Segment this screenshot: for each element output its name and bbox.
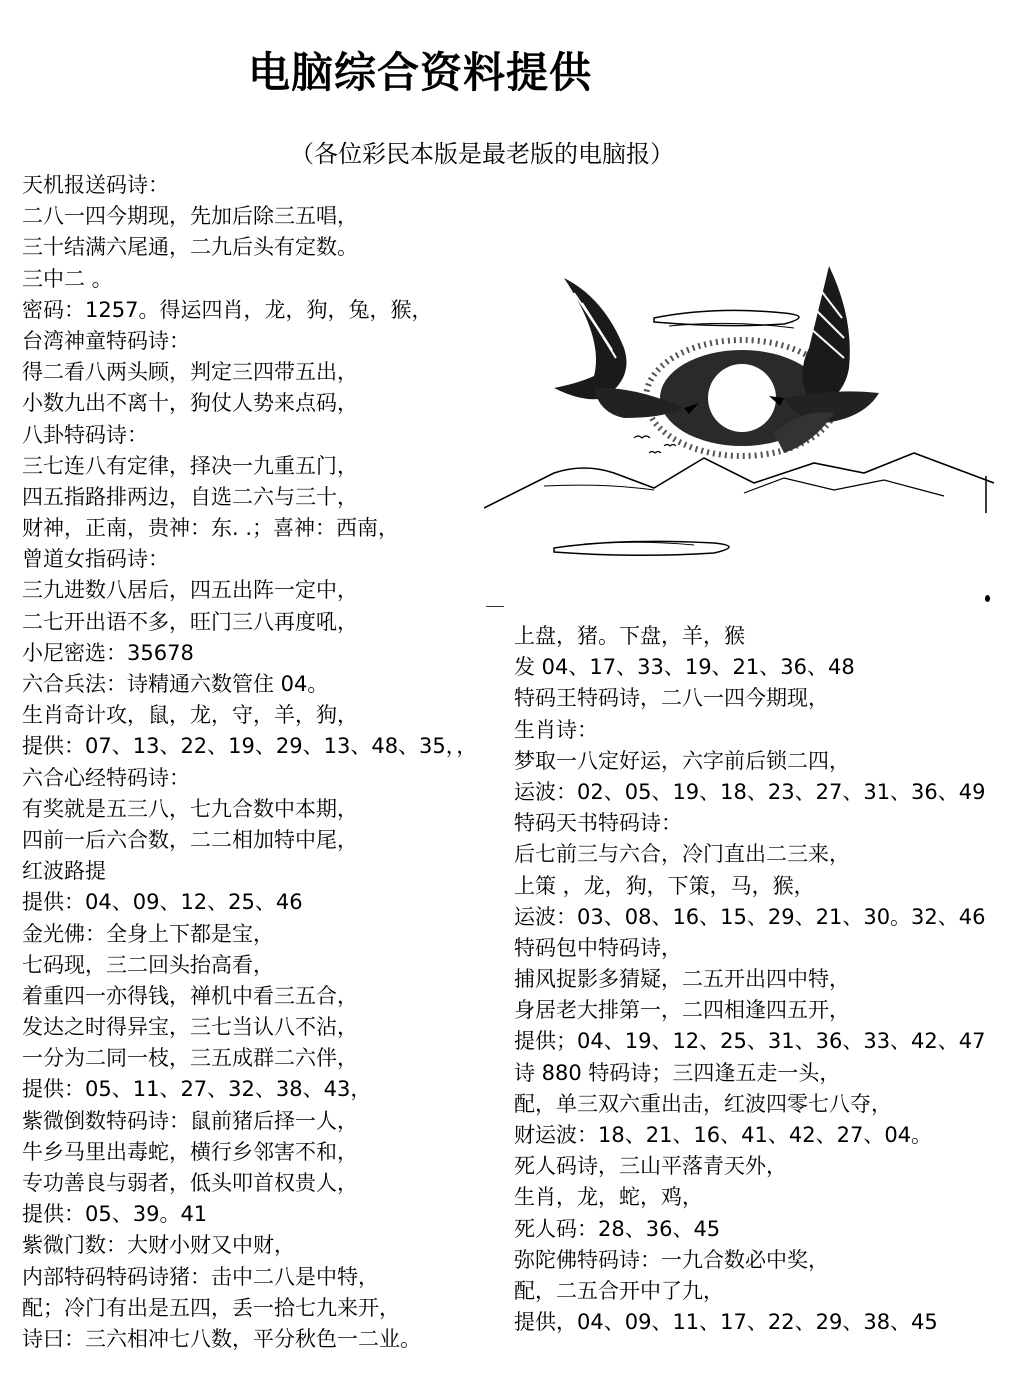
text-line: 发 04、17、33、19、21、36、48 [514, 655, 855, 680]
text-line: 上盘，猪。下盘，羊，猴 [514, 624, 745, 648]
text-line: 配；冷门有出是五四，丢一拾七九来开， [22, 1295, 400, 1320]
text-line: 曾道女指码诗： [22, 547, 169, 572]
right-column [514, 621, 1014, 1338]
text-line: 台湾神童特码诗： [22, 328, 190, 353]
text-line: 死人码诗，三山平落青天外， [514, 1154, 787, 1179]
text-line: 二七开出语不多，旺门三八再度吼， [22, 609, 358, 634]
text-line: 生肖奇计攻，鼠，龙，守，羊，狗， [22, 703, 358, 728]
text-line: 上策 ，龙，狗，下策，马，猴， [514, 873, 815, 898]
text-line: 牛乡马里出毒蛇，横行乡邻害不和， [22, 1139, 358, 1164]
text-line: 七码现，三二回头抬高看， [22, 952, 274, 977]
text-line: 运波：03、08、16、15、29、21、30。32、46 [514, 904, 986, 929]
text-line: 八卦特码诗： [22, 422, 148, 447]
text-line: 二八一四今期现，先加后除三五唱， [22, 204, 358, 229]
text-line: 四五指路排两边，自选二六与三十， [22, 484, 358, 509]
text-line: 紫微倒数特码诗：鼠前猪后择一人， [22, 1108, 358, 1133]
text-line: 特码王特码诗，二八一四今期现， [514, 686, 829, 711]
divider-dash [486, 606, 504, 607]
text-line: 生肖诗： [514, 717, 598, 742]
text-line: 得二看八两头顾，判定三四带五出， [22, 360, 358, 385]
text-line: 配，二五合开中了九， [514, 1278, 724, 1303]
text-line: 发达之时得异宝，三七当认八不沾， [22, 1015, 358, 1040]
text-line: 四前一后六合数，二二相加特中尾， [22, 827, 358, 852]
text-line: 三十结满六尾通，二九后头有定数。 [22, 235, 358, 260]
text-line: 死人码：28、36、45 [514, 1216, 721, 1241]
text-line: 运波：02、05、19、18、23、27、31、36、49 [514, 779, 986, 804]
text-line: 一分为二同一枝，三五成群二六伴， [22, 1046, 358, 1071]
text-line: 六合兵法：诗精通六数管住 04。 [22, 672, 329, 696]
text-line: 梦取一八定好运，六字前后锁二四， [514, 748, 850, 773]
page-title: 电脑综合资料提供 [248, 48, 593, 97]
decorative-dot [985, 595, 990, 602]
text-line: 内部特码特码诗猪：击中二八是中特， [22, 1264, 379, 1289]
text-line: 财运波：18、21、16、41、42、27、04。 [514, 1123, 933, 1147]
text-line: 三九进数八居后，四五出阵一定中， [22, 578, 358, 603]
text-line: 金光佛：全身上下都是宝， [22, 921, 274, 946]
text-line: 财神，正南，贵神：东. .；喜神：西南， [22, 516, 400, 541]
text-line: 小尼密选：35678 [22, 640, 194, 665]
page-subtitle: （各位彩民本版是最老版的电脑报） [290, 140, 674, 168]
text-line: 特码包中特码诗， [514, 935, 682, 960]
text-line: 专功善良与弱者，低头叩首权贵人， [22, 1171, 358, 1195]
text-line: 红波路提 [22, 859, 106, 884]
text-line: 有奖就是五三八，七九合数中本期， [22, 796, 358, 821]
text-line: 诗 880 特码诗；三四逢五走一头， [514, 1060, 841, 1085]
text-line: 紫微门数：大财小财又中财， [22, 1233, 295, 1258]
text-line: 捕风捉影多猜疑，二五开出四中特， [514, 967, 850, 992]
text-line: 提供，04、09、11、17、22、29、38、45 [514, 1310, 938, 1335]
text-line: 提供：07、13、22、19、29、13、48、35，， [22, 734, 478, 759]
text-line: 后七前三与六合，冷门直出二三来， [514, 842, 850, 867]
text-line: 着重四一亦得钱，禅机中看三五合， [22, 983, 358, 1008]
text-line: 六合心经特码诗： [22, 765, 190, 790]
left-column [22, 170, 500, 1355]
text-line: 配，单三双六重出击，红波四零七八夺， [514, 1091, 892, 1116]
text-line: 弥陀佛特码诗：一九合数必中奖， [514, 1247, 829, 1272]
text-line: 提供：04、09、12、25、46 [22, 890, 303, 915]
text-line: 生肖，龙，蛇，鸡， [514, 1185, 703, 1210]
text-line: 小数九出不离十，狗仗人势来点码， [22, 391, 358, 416]
text-line: 诗曰：三六相冲七八数，平分秋色一二业。 [22, 1326, 421, 1351]
text-line: 特码天书特码诗： [514, 811, 682, 836]
eagles-sun-illustration [484, 258, 994, 560]
text-line: 提供：05、39。41 [22, 1202, 208, 1227]
text-line: 三中二 。 [22, 266, 113, 291]
text-line: 身居老大排第一，二四相逢四五开， [514, 998, 850, 1023]
text-line: 天机报送码诗： [22, 173, 169, 197]
text-line: 提供：05、11、27、32、38、43， [22, 1077, 372, 1102]
text-line: 三七连八有定律，择决一九重五门， [22, 453, 358, 478]
text-line: 提供；04、19、12、25、31、36、33、42、47 [514, 1029, 986, 1054]
text-line: 密码：1257。得运四肖，龙，狗，兔，猴， [22, 297, 433, 322]
